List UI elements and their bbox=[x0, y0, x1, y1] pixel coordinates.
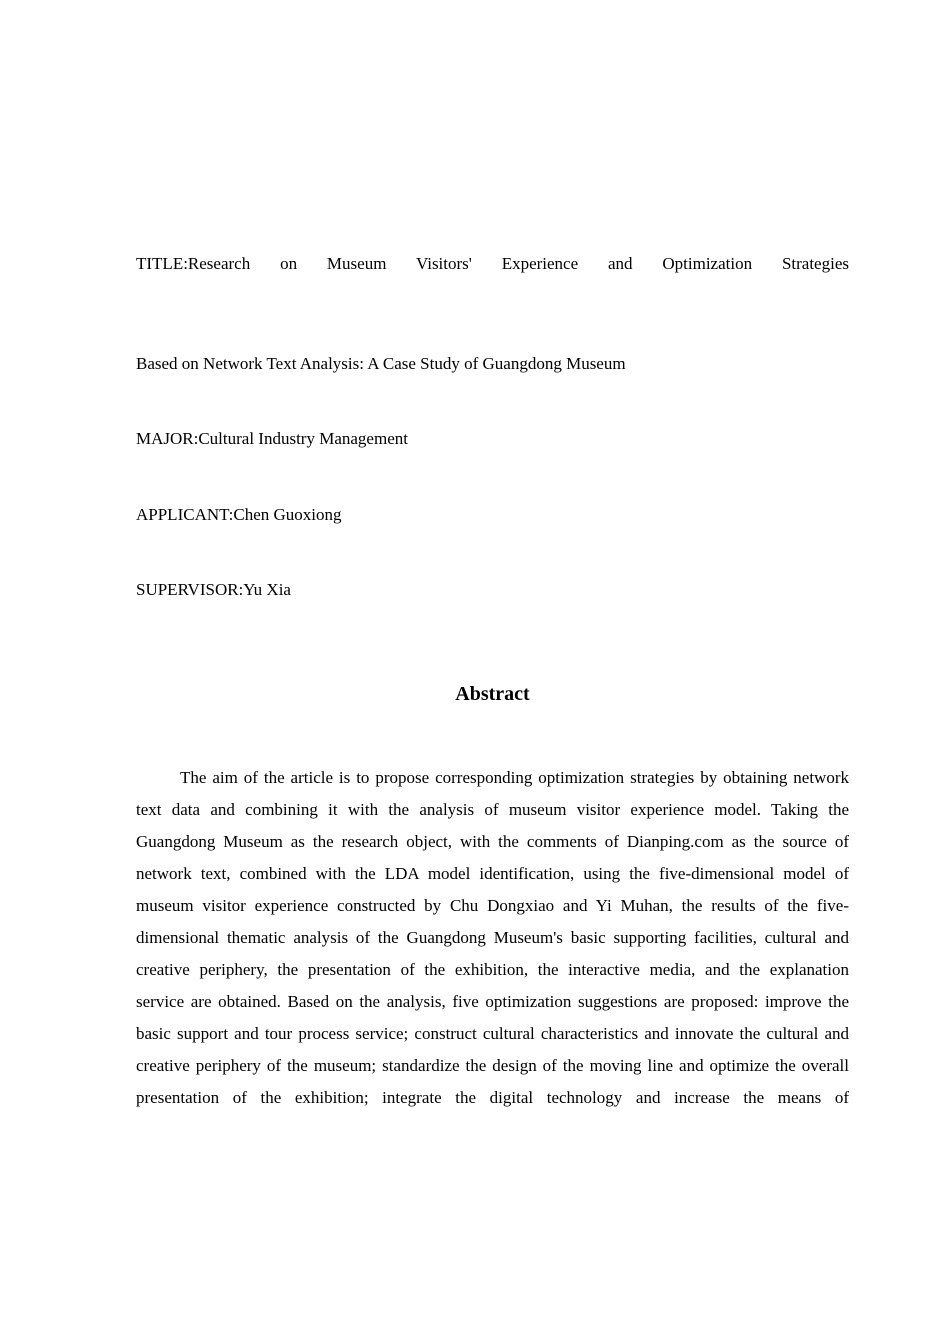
abstract-heading: Abstract bbox=[455, 683, 530, 705]
title-line-1: TITLE:Research on Museum Visitors' Experience and Optimization Strategies bbox=[136, 254, 849, 273]
abstract-paragraph: The aim of the article is to propose corresponding optimization strategies by obtaining network text data and combining it with the analysis of museum visitor experience model. Taking the Guangdong Museum as the research object, with the comments of Dianping.com as the source of network text, combined with the LDA model identification, using the five-dimensional model of museum visitor experience constructed by Chu Dongxiao and Yi Muhan, the results of the five-dimensional thematic analysis of the Guangdong Museum's basic supporting facilities, cultural and creative periphery, the presentation of the exhibition, the interactive media, and the explanation service are obtained. Based on the analysis, five optimization suggestions are proposed: improve the basic support and tour process service; construct cultural characteristics and innovate the cultural and creative periphery of the museum; standardize the design of the moving line and optimize the overall presentation of the exhibition; integrate the digital technology and increase the means of bbox=[136, 768, 849, 1107]
supervisor-line: SUPERVISOR:Yu Xia bbox=[136, 580, 291, 599]
major-line: MAJOR:Cultural Industry Management bbox=[136, 429, 408, 448]
applicant-line: APPLICANT:Chen Guoxiong bbox=[136, 505, 342, 524]
title-line-2: Based on Network Text Analysis: A Case Study of Guangdong Museum bbox=[136, 354, 626, 373]
